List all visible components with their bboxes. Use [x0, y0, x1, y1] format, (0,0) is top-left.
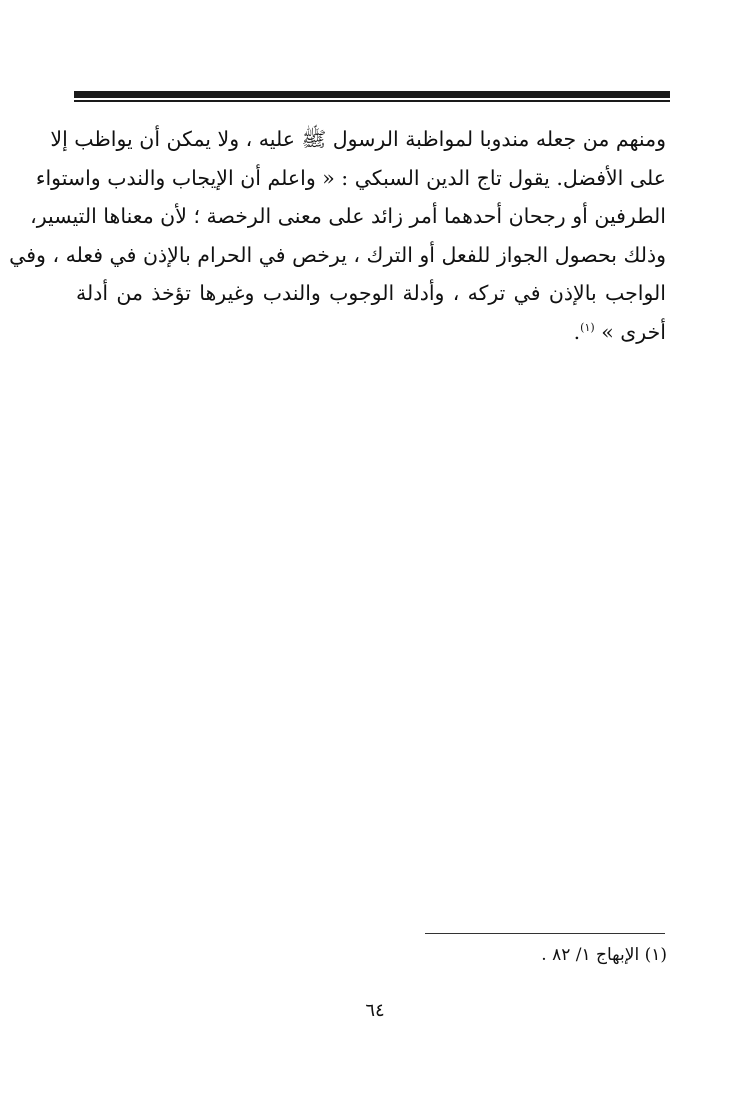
page-number: ٦٤	[365, 1000, 385, 1021]
main-text	[9, 120, 666, 351]
text-line-6	[76, 313, 666, 352]
footnote-separator	[425, 933, 665, 934]
header-rule-thick	[74, 91, 670, 98]
header-rule-thin	[74, 100, 670, 102]
text-line-5: الواجب بالإذن في تركه ، وأدلة الوجوب والندب وغيرها تؤخذ من أدلة	[76, 281, 666, 305]
text-line-2: على الأفضل. يقول تاج الدين السبكي : « واعلم أن الإيجاب والندب واستواء	[35, 165, 666, 190]
footnote-reference[interactable]: (١)	[580, 320, 595, 334]
text-line-6-content: أخرى »	[601, 319, 666, 344]
text-line-3: الطرفين أو رجحان أحدهما أمر زائد على معنى الرخصة ؛ لأن معناها التيسير،	[30, 204, 666, 228]
final-period: .	[573, 319, 581, 344]
footnote-text: (١) الإبهاج ١/ ٨٢ .	[541, 945, 667, 965]
text-line-1: ومنهم من جعله مندوبا لمواظبة الرسول ﷺ عليه ، ولا يمكن أن يواظب إلا	[50, 127, 666, 151]
text-line-4: وذلك بحصول الجواز للفعل أو الترك ، يرخص في الحرام بالإذن في فعله ، وفي	[9, 242, 666, 267]
